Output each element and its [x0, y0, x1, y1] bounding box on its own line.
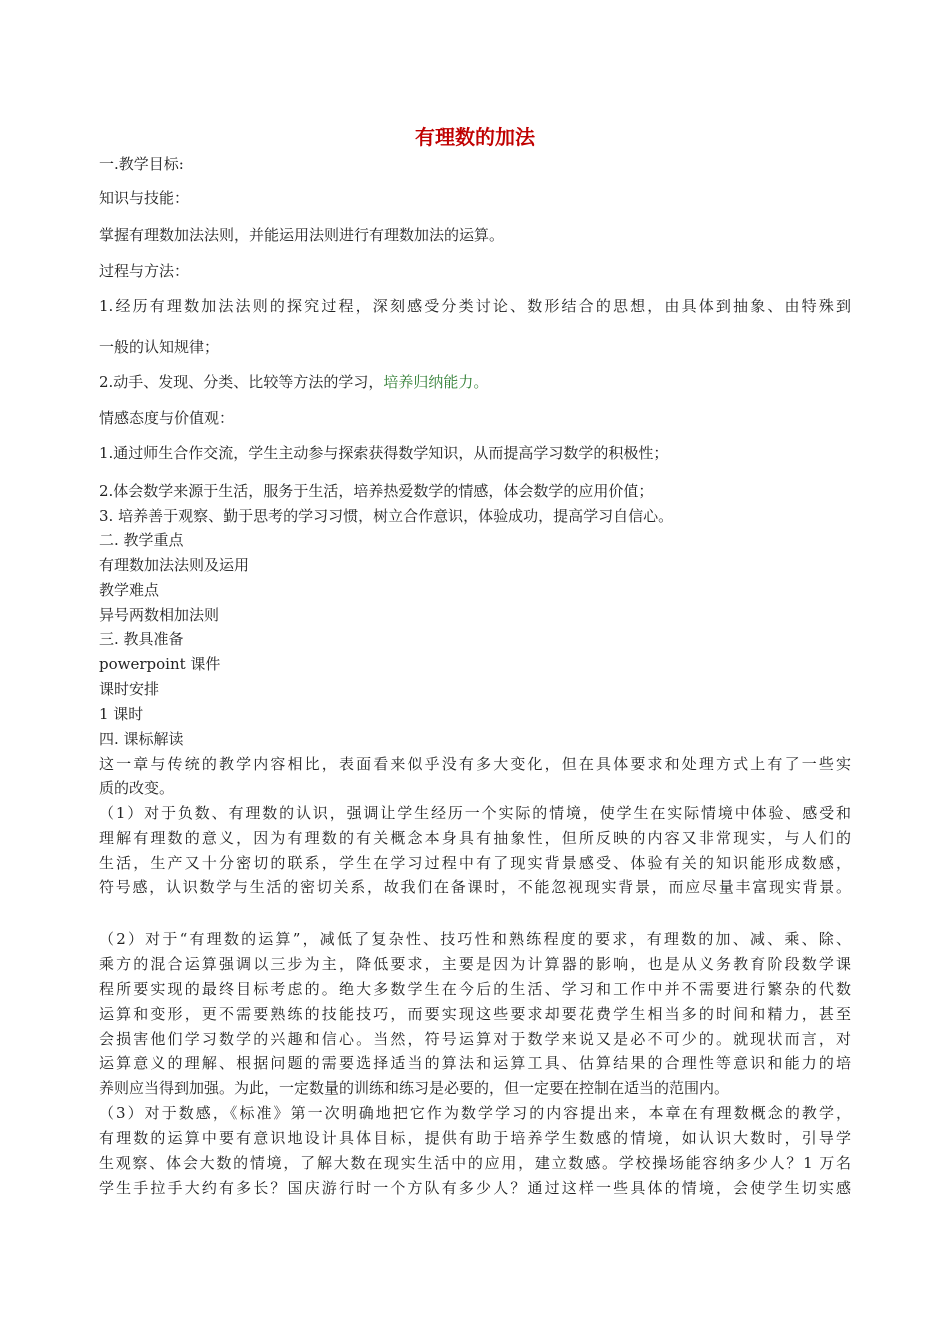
paragraph-line: 有理数的运算中要有意识地设计具体目标，提供有助于培养学生数感的情境，如认识大数时，引导学: [99, 1129, 851, 1147]
subheading-schedule: 课时安排: [99, 680, 160, 698]
paragraph-line: 学生手拉手大约有多长？国庆游行时一个方队有多少人？通过这样一些具体的情境，会使学生切实感: [99, 1179, 851, 1197]
paragraph-line: 生活，生产又十分密切的联系，学生在学习过程中有了现实背景感受、体验有关的知识能形成数感，: [99, 854, 851, 872]
paragraph-line: 运算和变形，更不需要熟练的技能技巧，而要实现这些要求却要花费学生相当多的时间和精力，甚至: [99, 1005, 851, 1023]
paragraph-line: 程所要实现的最终目标考虑的。绝大多数学生在今后的生活、学习和工作中并不需要进行繁杂的代数: [99, 980, 851, 998]
paragraph-line: （2）对于“有理数的运算”，减低了复杂性、技巧性和熟练程度的要求，有理数的加、减、乘、除、: [99, 930, 851, 948]
paragraph-line: 3. 培养善于观察、勤于思考的学习习惯，树立合作意识，体验成功，提高学习自信心。: [99, 507, 674, 525]
paragraph-line: 掌握有理数加法法则，并能运用法则进行有理数加法的运算。: [99, 226, 505, 244]
text-segment: 2.动手、发现、分类、比较等方法的学习，: [99, 373, 384, 391]
paragraph-line: 一般的认知规律；: [99, 338, 220, 356]
highlighted-text: 培养归纳能力。: [383, 373, 489, 391]
paragraph-line: 符号感，认识数学与生活的密切关系，故我们在备课时，不能忽视现实背景，而应尽量丰富现实背景。: [99, 878, 851, 896]
paragraph-line: 养则应当得到加强。为此，一定数量的训练和练习是必要的，但一定要在控制在适当的范围内。: [99, 1079, 730, 1097]
paragraph-line: 1.经历有理数加法法则的探究过程，深刻感受分类讨论、数形结合的思想，由具体到抽象、由特殊到: [99, 297, 851, 315]
heading-teaching-goals: 一.教学目标:: [99, 155, 184, 173]
heading-curriculum-reading: 四. 课标解读: [99, 730, 184, 748]
paragraph-line: 乘方的混合运算强调以三步为主，降低要求，主要是因为计算器的影响，也是从义务教育阶段数学课: [99, 955, 851, 973]
paragraph-line: 这一章与传统的教学内容相比，表面看来似乎没有多大变化，但在具体要求和处理方式上有了一些实: [99, 755, 851, 773]
paragraph-line: （3）对于数感，《标准》第一次明确地把它作为数学学习的内容提出来，本章在有理数概念的教学，: [99, 1104, 851, 1122]
paragraph-line: 1.通过师生合作交流，学生主动参与探索获得数学知识，从而提高学习数学的积极性；: [99, 444, 669, 462]
paragraph-line: 1 课时: [99, 705, 144, 723]
subheading-process-methods: 过程与方法：: [99, 262, 190, 280]
paragraph-line: powerpoint 课件: [99, 655, 221, 673]
heading-teaching-aids: 三. 教具准备: [99, 630, 184, 648]
paragraph-line: 异号两数相加法则: [99, 606, 220, 624]
heading-teaching-focus: 二. 教学重点: [99, 531, 184, 549]
page-title: 有理数的加法: [415, 125, 535, 149]
paragraph-line: [99, 372, 488, 392]
paragraph-line: 会损害他们学习数学的兴趣和信心。当然，符号运算对于数学来说又是必不可少的。就现状而言，对: [99, 1030, 851, 1048]
paragraph-line: 质的改变。: [99, 779, 175, 797]
subheading-difficulty: 教学难点: [99, 581, 160, 599]
subheading-emotion-values: 情感态度与价值观：: [99, 409, 235, 427]
paragraph-line: 有理数加法法则及运用: [99, 556, 250, 574]
paragraph-line: 运算意义的理解、根据问题的需要选择适当的算法和运算工具、估算结果的合理性等意识和能力的培: [99, 1054, 851, 1072]
paragraph-line: 理解有理数的意义，因为有理数的有关概念本身具有抽象性，但所反映的内容又非常现实，与人们的: [99, 829, 851, 847]
subheading-knowledge-skills: 知识与技能：: [99, 189, 190, 207]
paragraph-line: 2.体会数学来源于生活，服务于生活，培养热爱数学的情感，体会数学的应用价值；: [99, 482, 654, 500]
paragraph-line: （1）对于负数、有理数的认识，强调让学生经历一个实际的情境，使学生在实际情境中体验、感受和: [99, 804, 851, 822]
paragraph-line: 生观察、体会大数的情境，了解大数在现实生活中的应用，建立数感。学校操场能容纳多少人？1 万名: [99, 1154, 851, 1172]
